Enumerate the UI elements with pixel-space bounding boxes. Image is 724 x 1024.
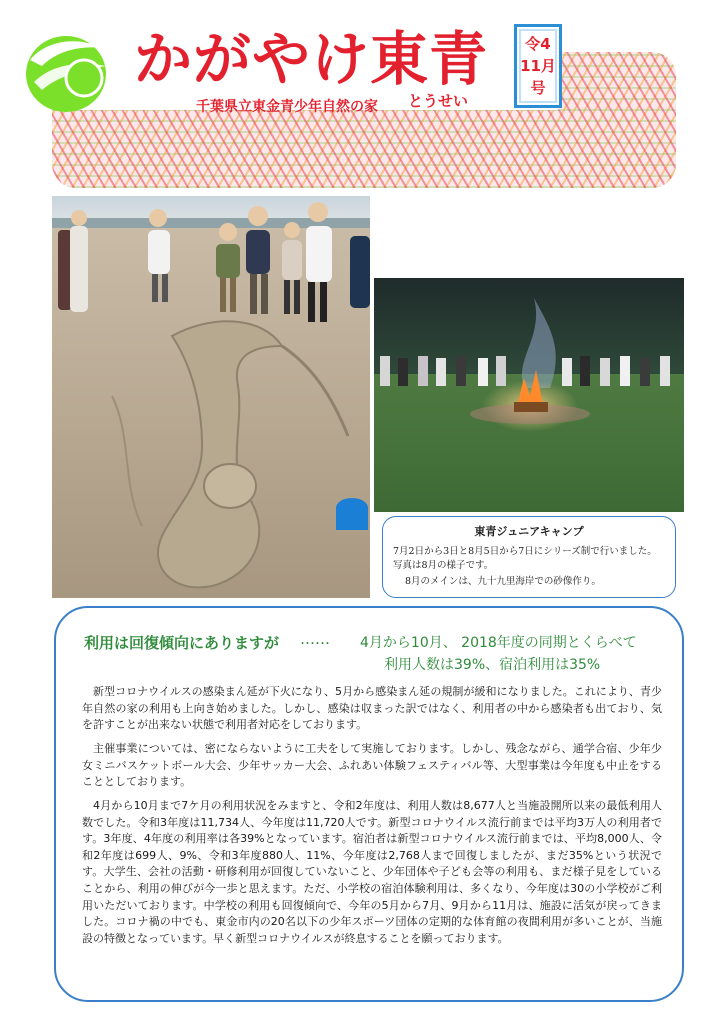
issue-badge (514, 24, 562, 108)
title-reading: とうせい (408, 92, 469, 110)
article-paragraph: 主催事業については、密にならないように工夫をして実施しております。しかし、残念ながら、通学合宿、少年少女ミニバスケットボール大会、少年サッカー大会、ふれあい体験フェスティバル等、大型事業は今年度も中止をすることとしております。 (82, 742, 662, 789)
caption-text-2: 8月のメインは、九十九里海岸での砂像作り。 (405, 576, 601, 587)
article-headline: 利用は回復傾向にありますが (84, 634, 280, 652)
leaf-logo-icon (20, 26, 116, 116)
issue-month: 11月 (520, 57, 556, 75)
issue-era: 令4 (525, 35, 551, 53)
headline-ellipsis: …… (300, 630, 330, 648)
article-subheading-2: 利用人数は39%、宿泊利用は35% (384, 657, 601, 673)
photo-caption-box (382, 516, 676, 598)
publisher-name: 千葉県立東金青少年自然の家 (196, 99, 378, 115)
sand-sculpture-photo (52, 196, 370, 598)
newsletter-title: かがやけ東青 (134, 25, 489, 93)
caption-text: 7月2日から3日と8月5日から7日にシリーズ制で行いました。写真は8月の様子です。 (393, 546, 657, 571)
article-subheading-1: 4月から10月、 2018年度の同期とくらべて (360, 635, 637, 651)
issue-label: 号 (530, 79, 546, 97)
caption-title: 東青ジュニアキャンプ (474, 525, 584, 538)
article-paragraph: 4月から10月まで7ケ月の利用状況をみますと、令和2年度は、利用人数は8,677人と当施設開所以来の最低利用人数でした。令和3年度は11,734人、今年度は11,720人です。新型コロナウイルス流行前までは平均3万人の利用者です。3年度、4年度の利用率は各39%となっています。宿泊者は新型コロナウイルス流行前までは、平均8,000人、令和2年度は699人、9%、令和3年度880人、11%、今年度は2,768人まで回復しましたが、まだ35%という状況です。大学生、会社の活動・研修利用が回復していないこと、少年団体や子ども会等の利用も、まだ様子見をしていることから、利用の伸びが今一歩と思えます。ただ、小学校の宿泊体験利用は、多くなり、今年度は30の小学校がご利用いただいております。中学校の利用も回復傾向で、今年の5月から7月、9月から11月は、施設に活気が戻ってきました。コロナ禍の中でも、東金市内の20名以下の少年スポーツ団体の定期的な体育館の夜間利用が多いことが、当施設の特徴となっています。早く新型コロナウイルスが終息することを願っております。 (82, 799, 662, 945)
campfire-photo (374, 278, 684, 512)
article-paragraph: 新型コロナウイルスの感染まん延が下火になり、5月から感染まん延の規制が緩和になりました。これにより、青少年自然の家の利用も上向き始めました。しかし、感染は収まった訳ではなく、利用者の中から感染者も出ており、気を許すことが出来ない状態で利用者対応をしております。 (82, 685, 662, 732)
